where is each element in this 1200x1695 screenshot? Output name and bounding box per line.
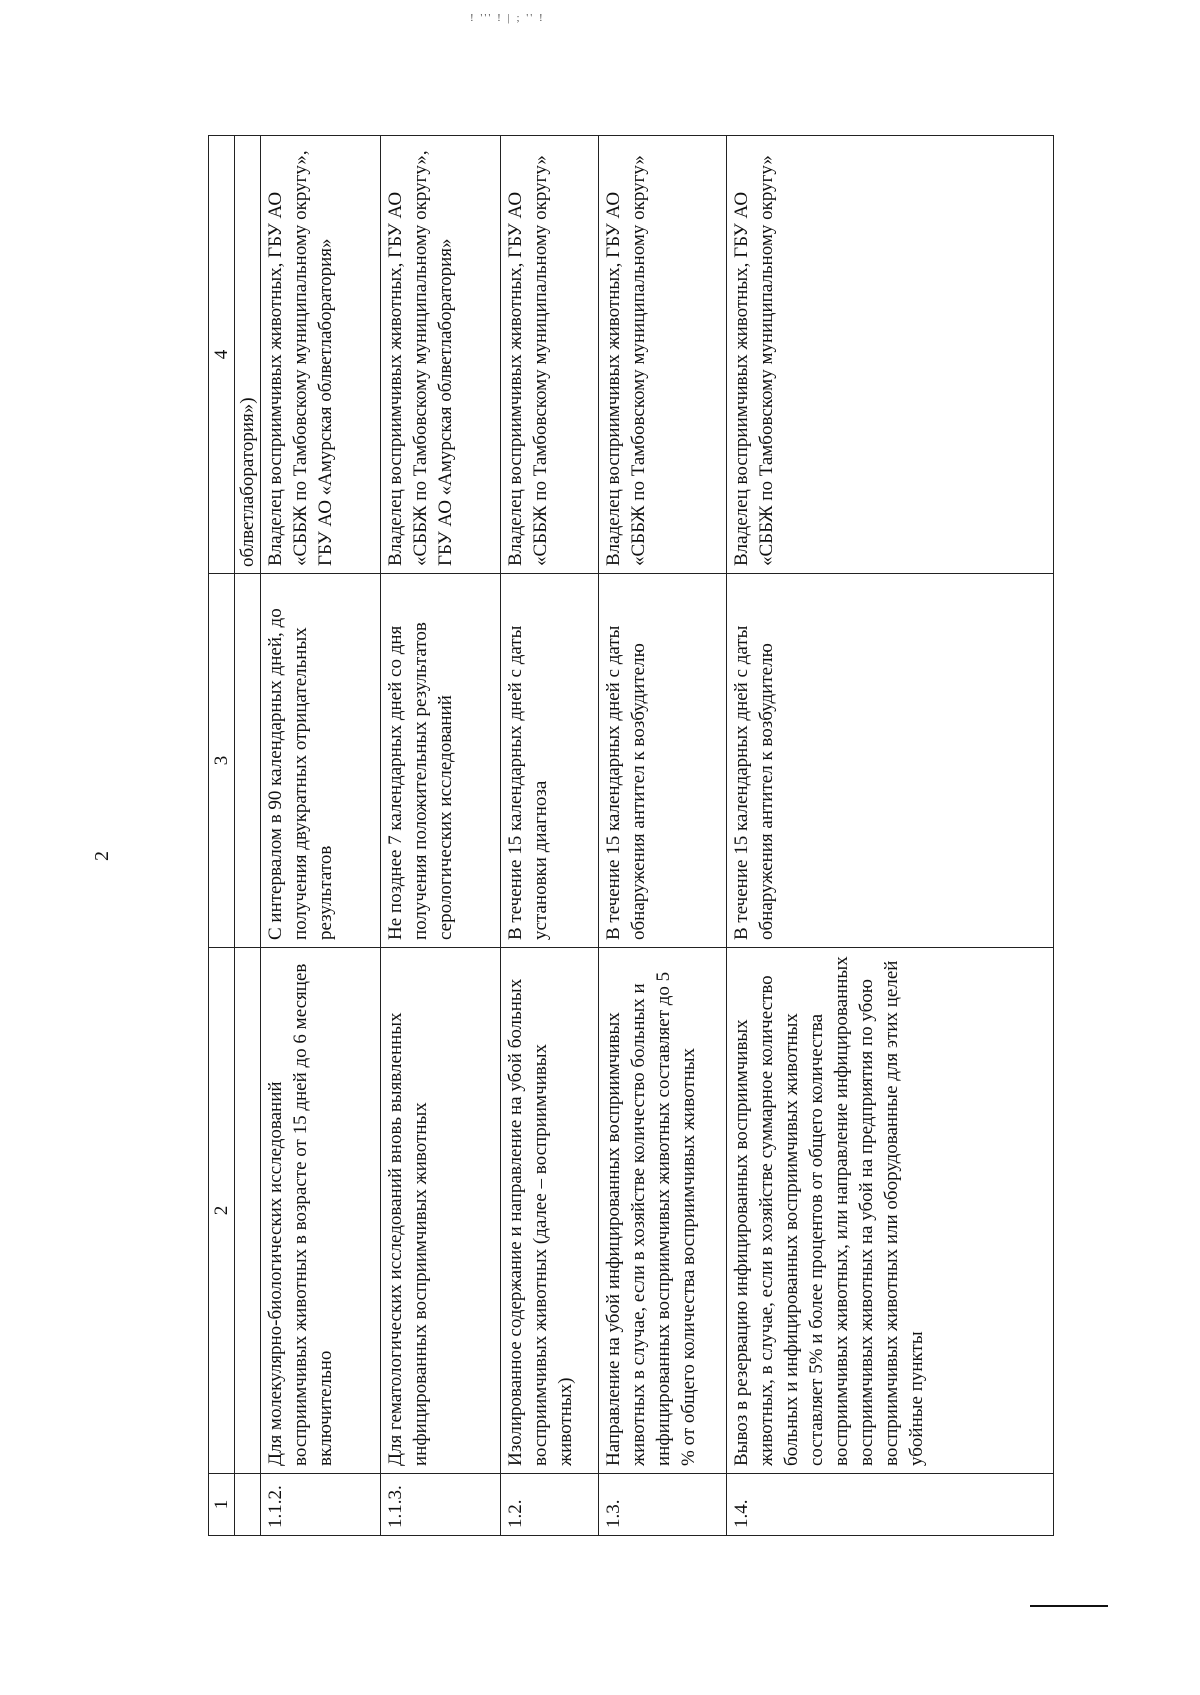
table-row [381,136,501,1536]
measure-text: Для гематологических исследований вновь выявленных инфицированных восприимчивых животных [381,948,501,1474]
row-number: 1.1.2. [261,1474,381,1536]
cell-num [235,1474,261,1536]
column-number-4: 4 [209,136,235,574]
row-number: 1.3. [599,1474,727,1536]
column-number-1: 1 [209,1474,235,1536]
column-number-3: 3 [209,574,235,948]
timing-text: В течение 15 календарных дней с даты обнаружения антител к возбудителю [727,574,1054,948]
timing-text: Не позднее 7 календарных дней со дня получения положительных результатов серологических исследований [381,574,501,948]
header-row [209,136,235,1536]
column-number-2: 2 [209,948,235,1474]
cell-responsible: облветлаборатория») [235,136,261,574]
continuation-row [235,136,261,1536]
timing-text: В течение 15 календарных дней с даты обнаружения антител к возбудителю [599,574,727,948]
table-row [501,136,599,1536]
cell-timing [235,574,261,948]
responsible-text: Владелец восприимчивых животных, ГБУ АО «СББЖ по Тамбовскому муниципальному округу» [501,136,599,574]
table-row [727,136,1054,1536]
row-number: 1.4. [727,1474,1054,1536]
measure-text: Вывоз в резервацию инфицированных восприимчивых животных, в случае, если в хозяйстве суммарное количество больных и инфицированных восприимчивых животных составляет 5% и более процентов от общего количества восприимчивых животных, или направление инфицированных восприимчивых животных на убой на предприятия по убою восприимчивых животных или оборудованные для этих целей убойные пункты [727,948,1054,1474]
responsible-text: Владелец восприимчивых животных, ГБУ АО «СББЖ по Тамбовскому муниципальному округу», ГБУ АО «Амурская облветлаборатория» [261,136,381,574]
row-number: 1.2. [501,1474,599,1536]
measure-text: Направление на убой инфицированных восприимчивых животных в случае, если в хозяйстве количество больных и инфицированных восприимчивых животных составляет до 5 % от общего количества восприимчивых животных [599,948,727,1474]
table-row [261,136,381,1536]
responsible-text: Владелец восприимчивых животных, ГБУ АО «СББЖ по Тамбовскому муниципальному округу» [599,136,727,574]
timing-text: В течение 15 календарных дней с даты установки диагноза [501,574,599,948]
responsible-text: Владелец восприимчивых животных, ГБУ АО «СББЖ по Тамбовскому муниципальному округу» [727,136,1054,574]
row-number: 1.1.3. [381,1474,501,1536]
page-number: 2 [91,851,113,861]
measures-table-container [208,136,1054,1536]
measure-text: Для молекулярно-биологических исследований восприимчивых животных в возрасте от 15 дней до 6 месяцев включительно [261,948,381,1474]
measure-text: Изолированное содержание и направление на убой больных восприимчивых животных (далее – восприимчивых животных) [501,948,599,1474]
scan-header-marks: ! ''' ! | ; '' ! [470,12,545,24]
timing-text: С интервалом в 90 календарных дней, до получения двукратных отрицательных результатов [261,574,381,948]
measures-table [208,135,1054,1536]
table-row [599,136,727,1536]
cell-measure [235,948,261,1474]
responsible-text: Владелец восприимчивых животных, ГБУ АО «СББЖ по Тамбовскому муниципальному округу», ГБУ АО «Амурская облветлаборатория» [381,136,501,574]
footer-rule [1030,1605,1108,1607]
